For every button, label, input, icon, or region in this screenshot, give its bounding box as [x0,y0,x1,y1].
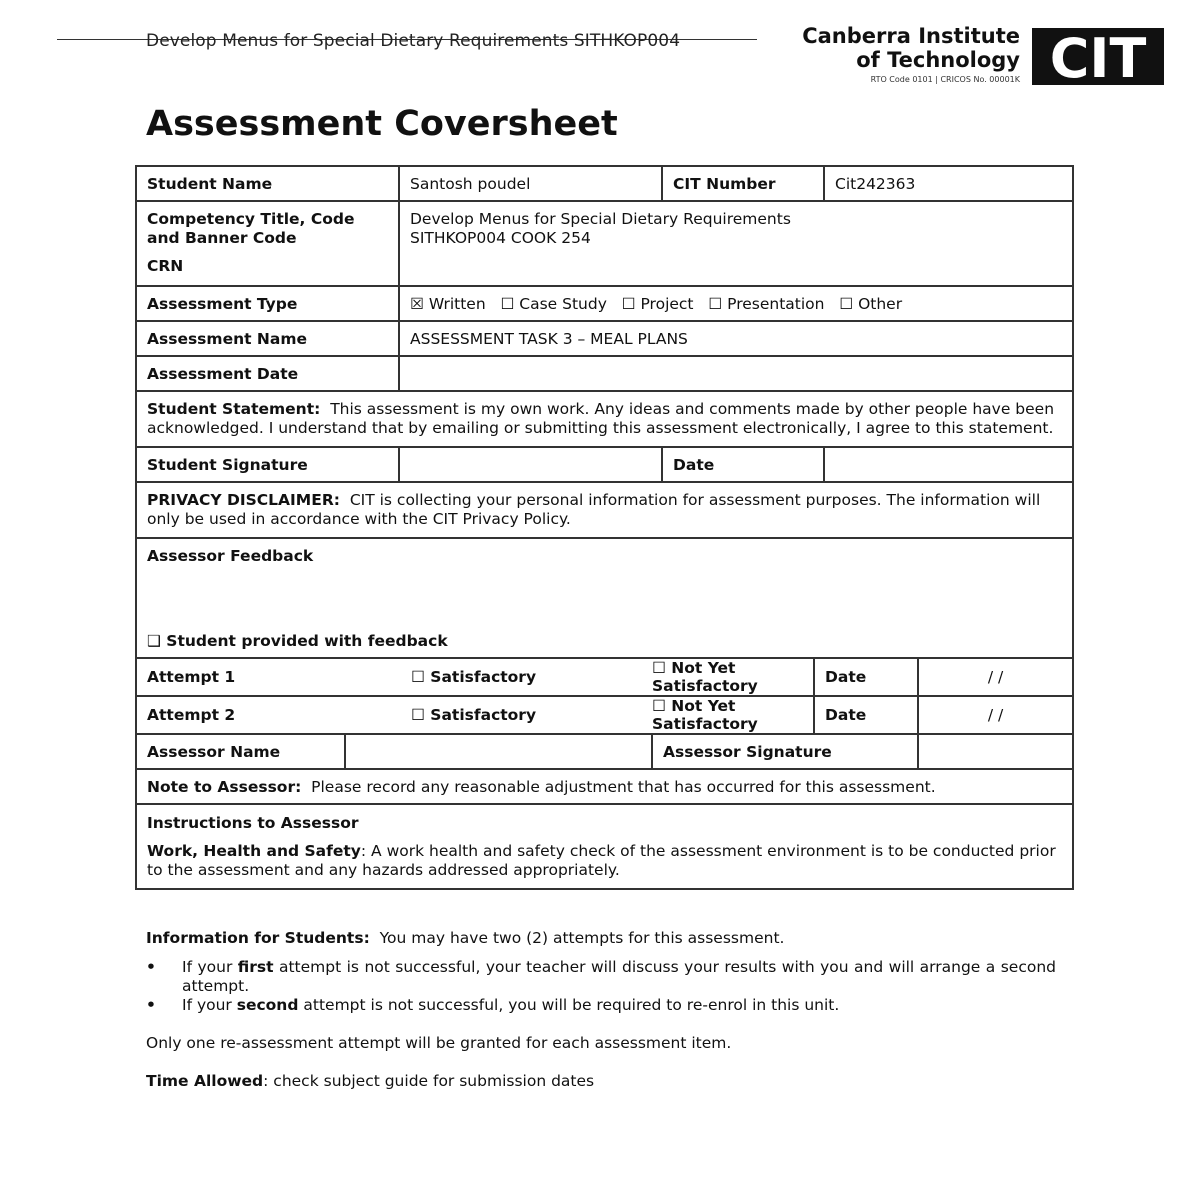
crn-label: CRN [147,257,184,275]
student-signature-label: Student Signature [136,447,399,482]
row-attempt-2 [136,696,1073,734]
time-allowed-text: : check subject guide for submission dates [263,1072,595,1090]
row-assessment-type [136,286,1073,321]
assessor-name-field[interactable] [345,734,652,769]
page-title: Assessment Coversheet [146,104,618,144]
logo-line-2: of Technology [856,48,1020,72]
row-assessment-date [136,356,1073,391]
note-text: Please record any reasonable adjustment that has occurred for this assessment. [311,777,936,796]
assessor-name-label: Assessor Name [136,734,345,769]
row-student-name [136,166,1073,201]
bullet-1-emphasis: first [237,958,274,976]
type-case-study-checkbox[interactable]: ☐ Case Study [500,294,607,313]
student-statement-cell [136,391,1073,447]
type-project-checkbox[interactable]: ☐ Project [621,294,694,313]
attempt-2-date-label: Date [814,696,918,734]
row-student-signature [136,447,1073,482]
row-competency [136,201,1073,286]
time-allowed-label: Time Allowed [146,1072,264,1090]
type-other-checkbox[interactable]: ☐ Other [839,294,903,313]
competency-label-cell [136,201,399,286]
row-student-statement [136,391,1073,447]
note-to-assessor-cell [136,769,1073,804]
whs-label: Work, Health and Safety [147,842,361,860]
institute-logo-text [802,24,1020,72]
feedback-provided-checkbox[interactable]: ❑ Student provided with feedback [147,632,448,650]
info-text: You may have two (2) attempts for this assessment. [379,929,785,947]
type-written-checkbox[interactable]: ☒ Written [410,294,486,313]
logo-line-1: Canberra Institute [802,24,1020,48]
assessment-name-field[interactable]: ASSESSMENT TASK 3 – MEAL PLANS [399,321,1073,356]
attempt-1-satisfactory[interactable]: ☐ Satisfactory [399,658,652,696]
competency-line-1: Develop Menus for Special Dietary Requirements [410,210,791,228]
row-assessor-name [136,734,1073,769]
attempt-2-satisfactory[interactable]: ☐ Satisfactory [399,696,652,734]
info-label: Information for Students: [146,929,370,947]
privacy-label: PRIVACY DISCLAIMER: [147,491,340,509]
attempt-2-label: Attempt 2 [136,696,399,734]
student-name-field[interactable]: Santosh poudel [399,166,662,201]
student-date-field[interactable] [824,447,1073,482]
assessor-signature-label: Assessor Signature [652,734,918,769]
logo-rto-code: RTO Code 0101 | CRICOS No. 00001K [870,75,1020,84]
row-assessor-feedback [136,538,1073,658]
assessment-date-label: Assessment Date [136,356,399,391]
assessment-type-options [399,286,1073,321]
privacy-text: CIT is collecting your personal information for assessment purposes. The information will only be used in accordance with the CIT Privacy Policy. [147,491,1041,528]
row-instructions [136,804,1073,889]
student-signature-field[interactable] [399,447,662,482]
attempt-rules-list [146,958,1056,1015]
cit-logo-icon [1032,28,1164,85]
attempt-1-not-yet-satisfactory[interactable]: ☐ Not Yet Satisfactory [652,658,814,696]
instructions-cell [136,804,1073,889]
student-statement-label: Student Statement: [147,400,321,418]
assessor-signature-field[interactable] [918,734,1073,769]
cit-number-field[interactable]: Cit242363 [824,166,1073,201]
assessment-type-label: Assessment Type [136,286,399,321]
coversheet-table [135,165,1074,890]
row-attempt-1 [136,658,1073,696]
attempt-2-not-yet-satisfactory[interactable]: ☐ Not Yet Satisfactory [652,696,814,734]
assessor-feedback-label: Assessor Feedback [147,547,314,565]
list-item: • If your first attempt is not successful, your teacher will discuss your results with you and will arrange a second attempt. [146,958,1056,996]
row-note-to-assessor [136,769,1073,804]
attempt-1-label: Attempt 1 [136,658,399,696]
assessor-feedback-cell[interactable] [136,538,1073,658]
bullet-2-emphasis: second [236,996,299,1014]
student-information [146,929,1056,1091]
reassessment-note: Only one re-assessment attempt will be granted for each assessment item. [146,1034,732,1052]
cit-number-label: CIT Number [662,166,824,201]
row-assessment-name [136,321,1073,356]
student-date-label: Date [662,447,824,482]
assessment-name-label: Assessment Name [136,321,399,356]
whs-text: : A work health and safety check of the assessment environment is to be conducted prior to the assessment and any hazards addressed appropriately. [147,842,1056,879]
student-statement-text: This assessment is my own work. Any ideas and comments made by other people have been acknowledged. I understand that by emailing or submitting this assessment electronically, I agree to this statement. [147,400,1055,437]
row-privacy [136,482,1073,538]
competency-label: Competency Title, Code and Banner Code [147,210,355,247]
note-label: Note to Assessor: [147,777,302,796]
instructions-label: Instructions to Assessor [147,814,359,832]
attempt-1-date-label: Date [814,658,918,696]
competency-field[interactable] [399,201,1073,286]
privacy-cell [136,482,1073,538]
attempt-2-date-field[interactable]: / / [918,696,1073,734]
header-course-line: Develop Menus for Special Dietary Requirements SITHKOP004 [146,31,681,51]
competency-line-2: SITHKOP004 COOK 254 [410,229,591,247]
assessment-date-field[interactable] [399,356,1073,391]
student-name-label: Student Name [136,166,399,201]
logo-mark-text: CIT [1049,28,1147,85]
list-item: • If your second attempt is not successful, you will be required to re-enrol in this unit. [146,996,1056,1015]
attempt-1-date-field[interactable]: / / [918,658,1073,696]
type-presentation-checkbox[interactable]: ☐ Presentation [708,294,825,313]
